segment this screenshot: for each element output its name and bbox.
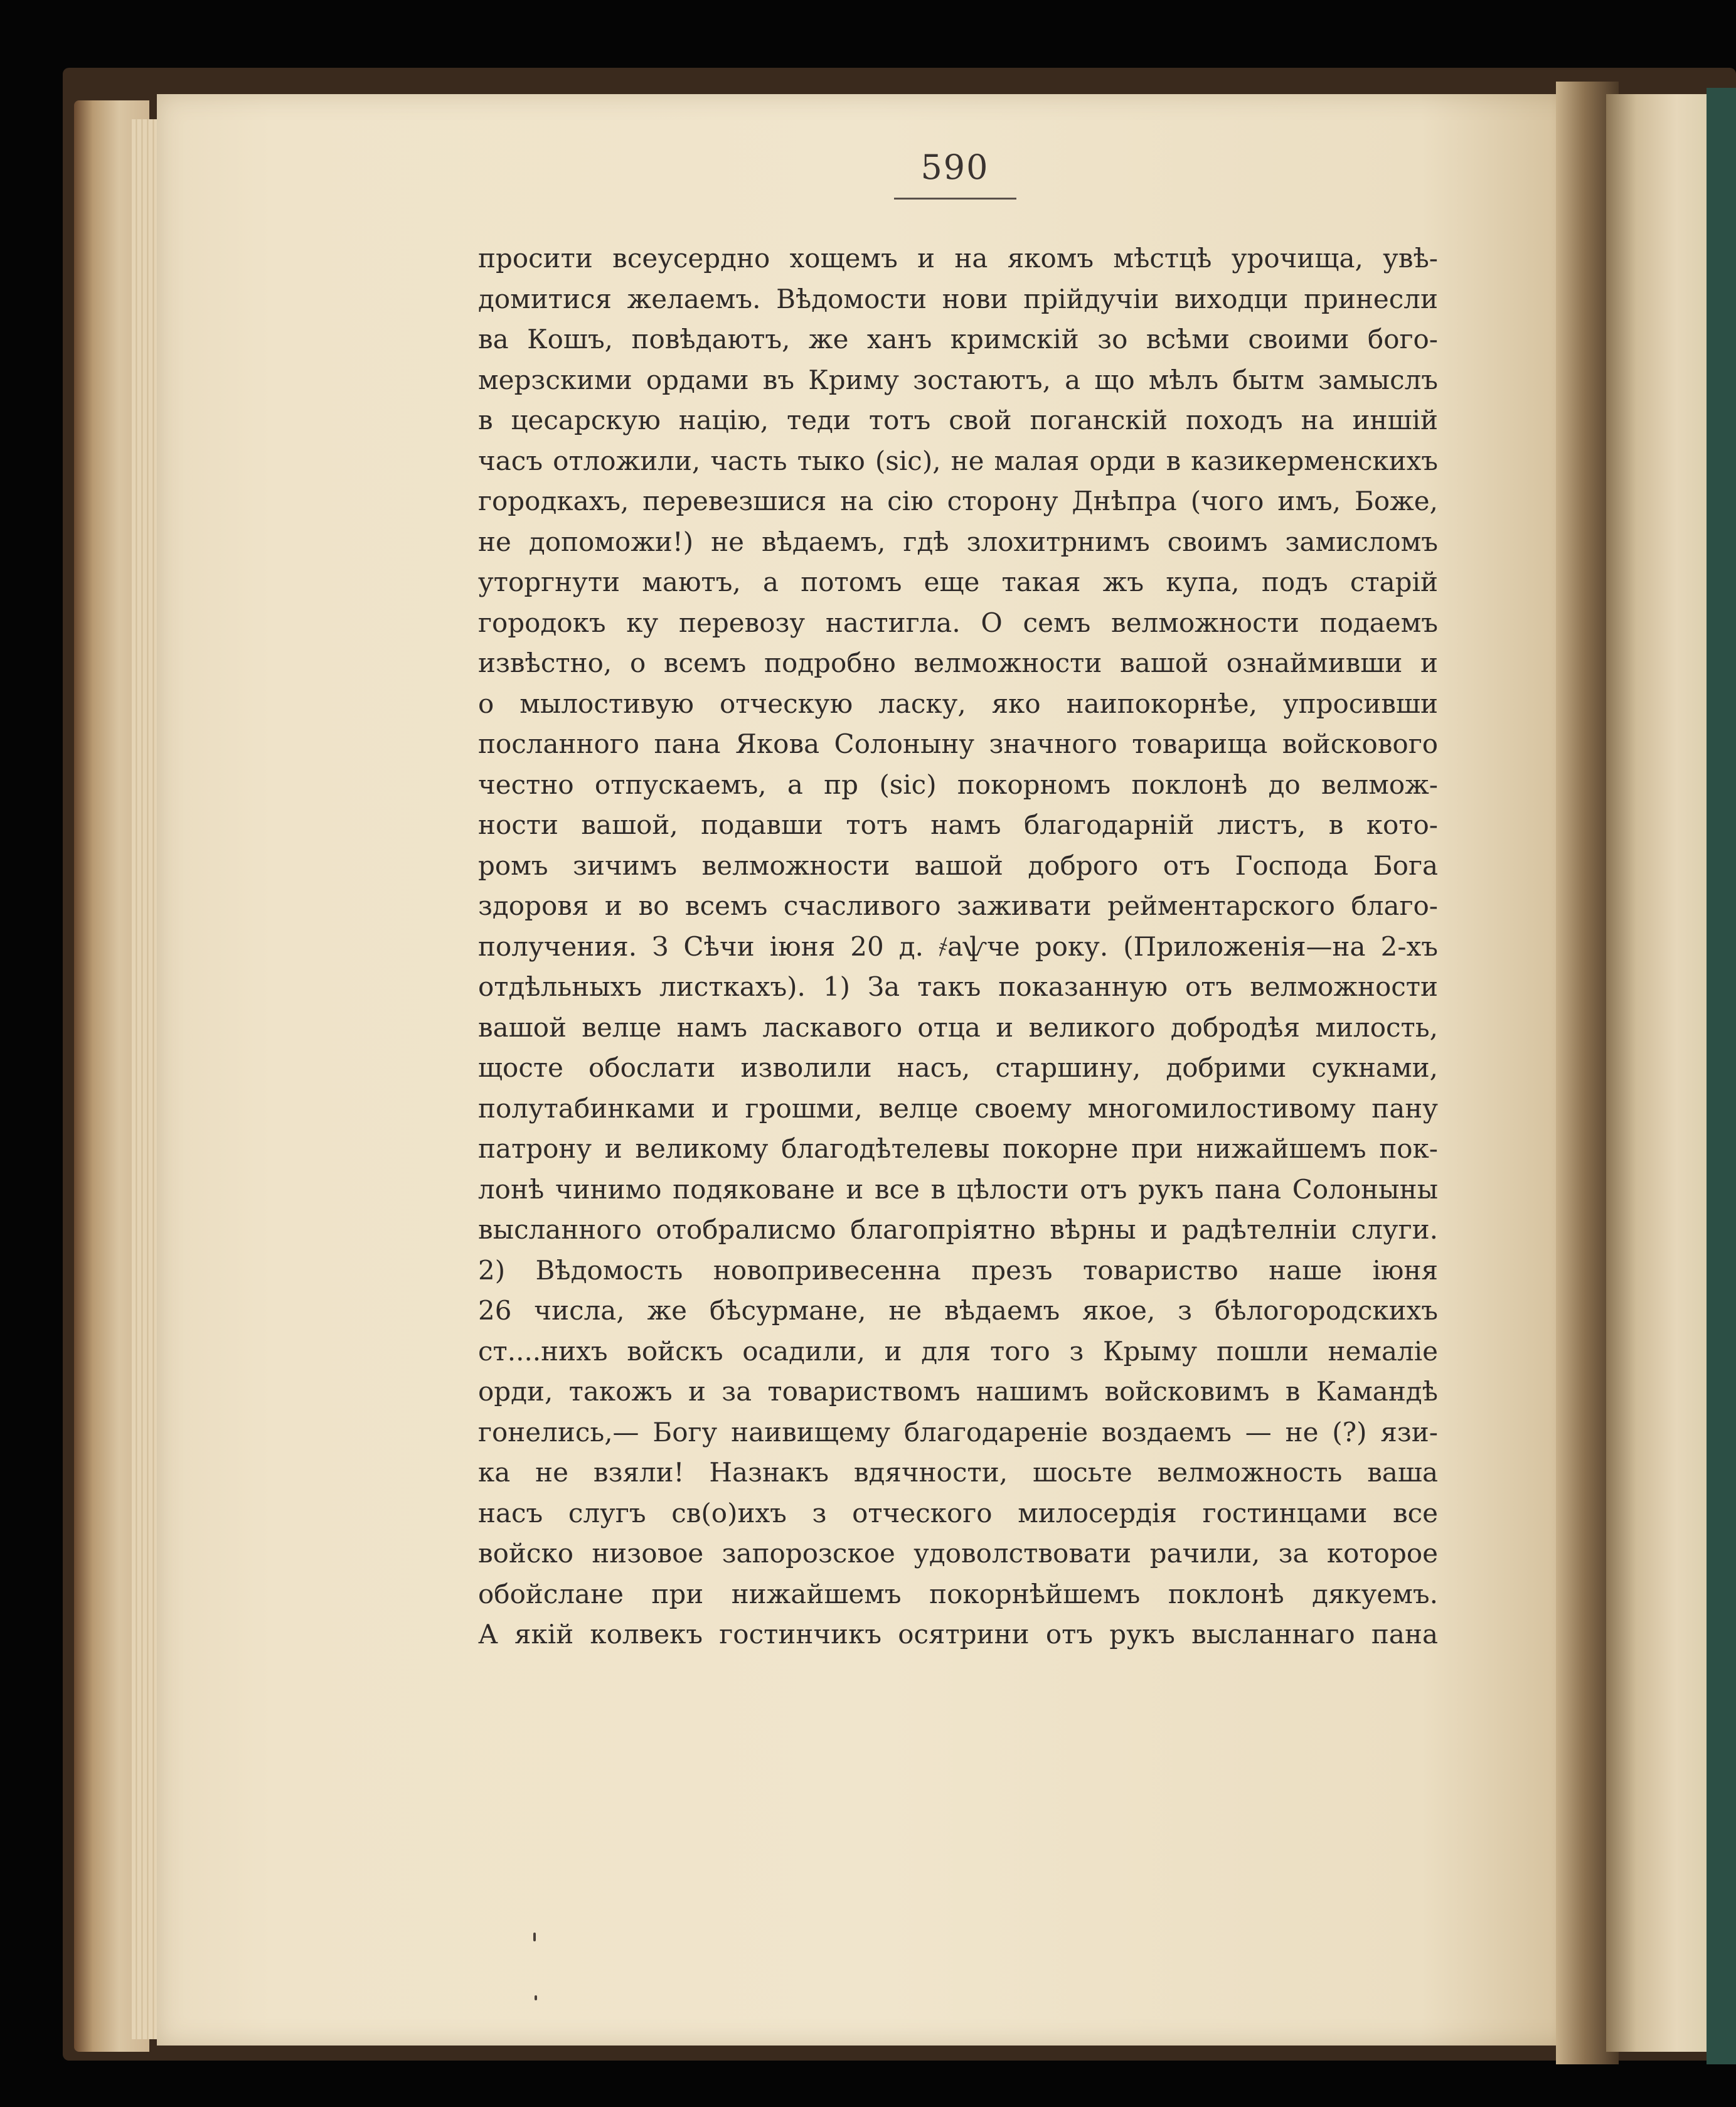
text-line: городокъ ку перевозу настигла. О семъ велможности подаемъ: [478, 607, 1438, 638]
text-line: отдѣльныхъ листкахъ). 1) За такъ показанную отъ велможности: [478, 971, 1438, 1002]
text-line: ва Кошъ, повѣдаютъ, же ханъ кримскій зо всѣми своими бого-: [478, 324, 1438, 355]
text-line: домитися желаемъ. Вѣдомости нови прійдучіи виходци принесли: [478, 283, 1438, 314]
text-line: ромъ зичимъ велможности вашой доброго отъ Господа Бога: [478, 850, 1438, 881]
text-line: часъ отложили, часть тыко (sic), не малая орди в казикерменскихъ: [478, 445, 1438, 476]
text-line: войско низовое запорозское удоволствовати рачили, за которое: [478, 1538, 1438, 1569]
text-line: полутабинками и грошми, велце своему многомилостивому пану: [478, 1092, 1438, 1124]
facing-page-edge: [1606, 94, 1707, 2052]
text-line: 26 числа, же бѣсурмане, не вѣдаемъ якое, з бѣлогородскихъ: [478, 1295, 1438, 1326]
text-line: здоровя и во всемъ счасливого заживати рейментарского благо-: [478, 890, 1438, 921]
text-line: не допоможи!) не вѣдаемъ, гдѣ злохитрнимъ своимъ замисломъ: [478, 526, 1438, 557]
text-line: ности вашой, подавши тотъ намъ благодарній листъ, в кото-: [478, 809, 1438, 840]
text-line: ст....нихъ войскъ осадили, и для того з Крыму пошли немаліе: [478, 1335, 1438, 1367]
text-line: орди, такожъ и за товариствомъ нашимъ войсковимъ в Камандѣ: [478, 1376, 1438, 1407]
text-line: посланного пана Якова Солоныну значного товарища войскового: [478, 728, 1438, 759]
text-line: обойслане при нижайшемъ покорнѣйшемъ поклонѣ дякуемъ.: [478, 1578, 1438, 1609]
text-line: ка не взяли! Назнакъ вдячности, шосьте велможность ваша: [478, 1457, 1438, 1488]
page-number-rule: [894, 198, 1016, 200]
text-line: в цесарскую націю, теди тотъ свой поганскій походъ на иншій: [478, 405, 1438, 435]
paper-speck: [533, 1933, 536, 1941]
text-line: получения. З Сѣчи іюня 20 д. ҂аѱче року. (Приложенія—на 2-хъ: [478, 931, 1438, 962]
text-line: гонелись,— Богу наивищему благодареніе воздаемъ — не (?) язи-: [478, 1416, 1438, 1448]
text-line: извѣстно, о всемъ подробно велможности вашой ознаймивши и: [478, 648, 1438, 678]
body-text: [478, 238, 1438, 1655]
text-line: честно отпускаемъ, а пр (sic) покорномъ поклонѣ до велмож-: [478, 769, 1438, 800]
paper-speck: [535, 1995, 537, 2000]
text-line: о мылостивую отческую ласку, яко наипокорнѣе, упросивши: [478, 688, 1438, 719]
text-line: А якій колвекъ гостинчикъ осятрини отъ рукъ высланнаго пана: [478, 1619, 1438, 1650]
book-right-cover: [1707, 88, 1736, 2064]
text-line: 2) Вѣдомость новопривесенна презъ товариство наше іюня: [478, 1254, 1438, 1286]
text-line: лонѣ чинимо подяковане и все в цѣлости отъ рукъ пана Солоныны: [478, 1173, 1438, 1205]
text-line: просити всеусердно хощемъ и на якомъ мѣстцѣ урочища, увѣ-: [478, 243, 1438, 274]
text-line: уторгнути маютъ, а потомъ еще такая жъ купа, подъ старій: [478, 567, 1438, 597]
page-number: 590: [920, 147, 989, 187]
text-line: городкахъ, перевезшися на сію сторону Днѣпра (чого имъ, Боже,: [478, 486, 1438, 516]
text-line: высланного отобралисмо благопріятно вѣрны и радѣтелніи слуги.: [478, 1214, 1438, 1245]
text-line: вашой велце намъ ласкавого отца и великого добродѣя милость,: [478, 1011, 1438, 1043]
text-line: щосте обослати изволили насъ, старшину, добрими сукнами,: [478, 1052, 1438, 1083]
text-line: патрону и великому благодѣтелевы покорне при нижайшемъ пок-: [478, 1133, 1438, 1164]
text-line: мерзскими ордами въ Криму зостаютъ, а що мѣлъ бытм замыслъ: [478, 364, 1438, 395]
text-line: насъ слугъ св(о)ихъ з отческого милосердія гостинцами все: [478, 1497, 1438, 1528]
